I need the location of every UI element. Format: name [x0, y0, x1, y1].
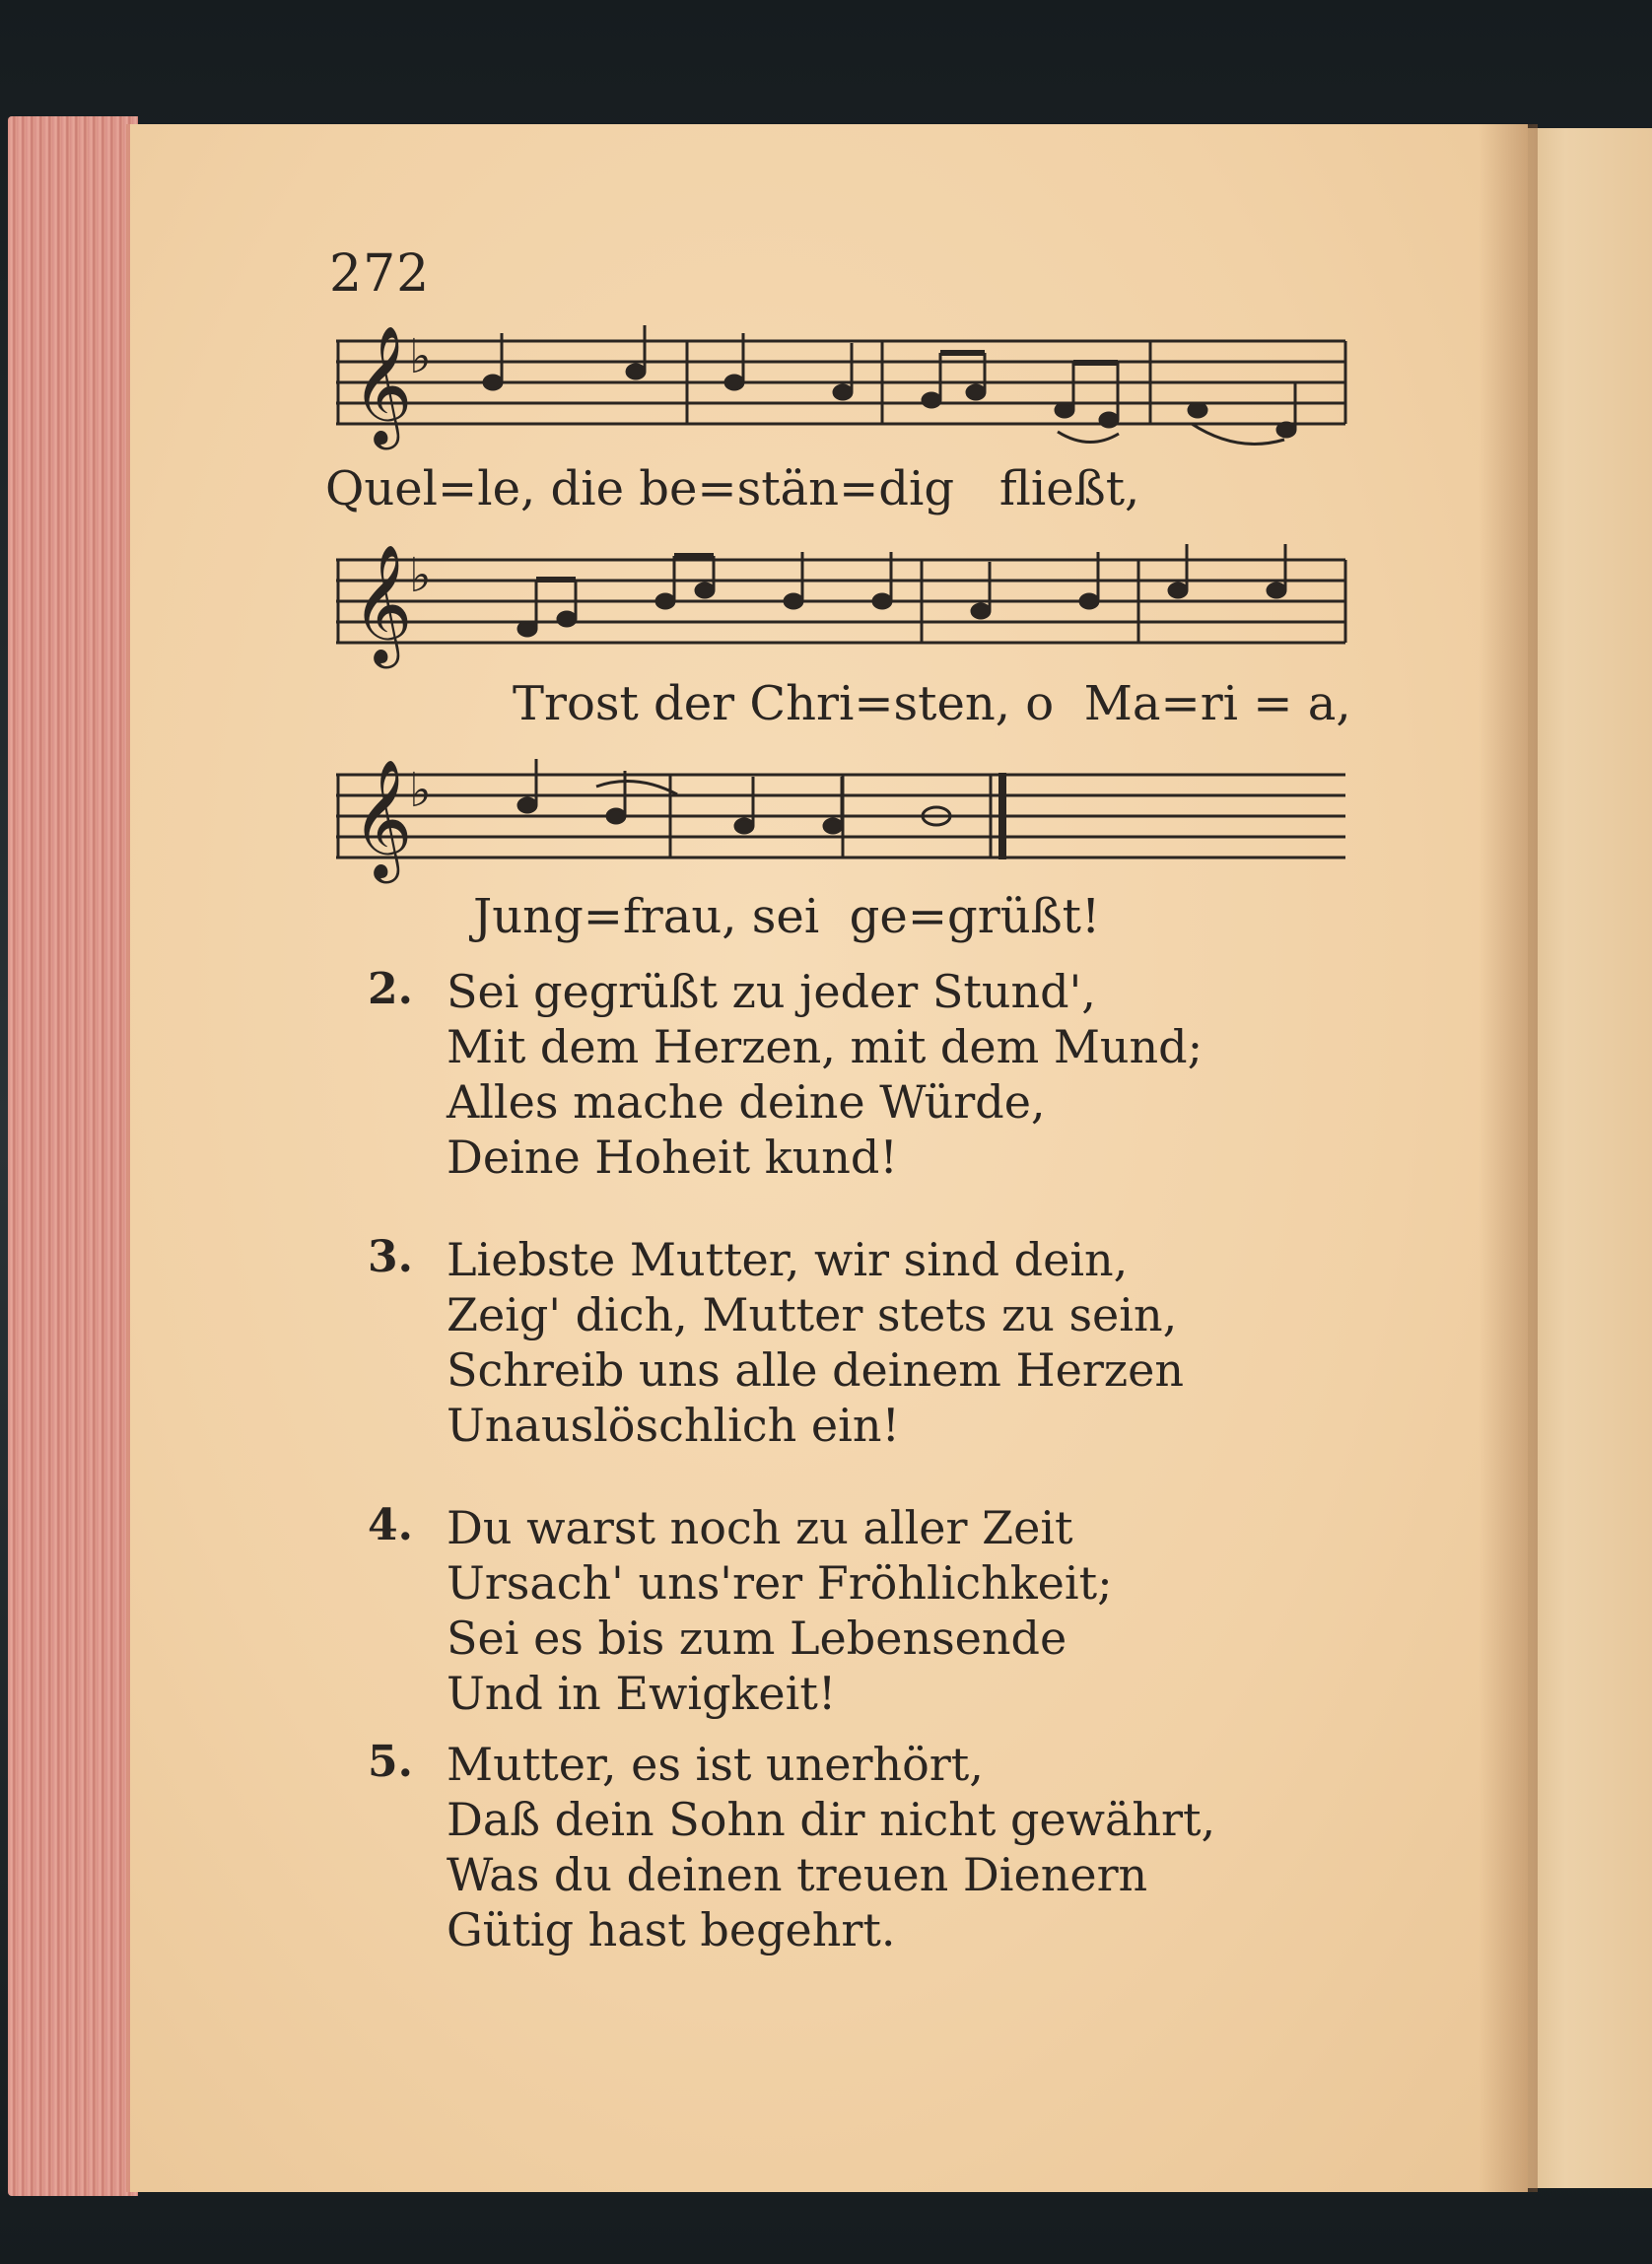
verse-line: Schreib uns alle deinem Herzen [447, 1343, 1184, 1397]
flat-icon: ♭ [409, 548, 432, 603]
flat-icon: ♭ [409, 763, 432, 818]
verse-number: 5. [368, 1737, 413, 1787]
verse-line: Ursach' uns'rer Fröhlichkeit; [447, 1556, 1113, 1610]
verse-number: 3. [368, 1232, 413, 1282]
verse-line: Alles mache deine Würde, [447, 1075, 1046, 1129]
verse-line: Gütig hast begehrt. [447, 1903, 896, 1956]
verse-line: Unauslöschlich ein! [447, 1399, 900, 1452]
page-number: 272 [329, 244, 431, 304]
verse-number: 2. [368, 964, 413, 1014]
verse-line: Mutter, es ist unerhört, [447, 1738, 984, 1791]
lyric-line-3: Jung=frau, sei ge=grüßt! [473, 889, 1101, 944]
page-gutter [1479, 124, 1538, 2192]
verse-line: Deine Hoheit kund! [447, 1131, 898, 1184]
verse-line: Sei gegrüßt zu jeder Stund', [447, 965, 1096, 1018]
music-staff-1 [330, 313, 1350, 456]
verse-line: Mit dem Herzen, mit dem Mund; [447, 1020, 1204, 1073]
music-staff-3 [330, 747, 1350, 890]
lyric-line-1: Quel=le, die be=stän=dig fließt, [325, 461, 1140, 516]
page-edges [8, 116, 138, 2196]
verse-line: Liebste Mutter, wir sind dein, [447, 1233, 1129, 1286]
treble-clef-icon: 𝄞 [352, 758, 413, 878]
lyric-line-2: Trost der Chri=sten, o Ma=ri = a, [513, 676, 1351, 731]
treble-clef-icon: 𝄞 [352, 543, 413, 663]
treble-clef-icon: 𝄞 [352, 324, 413, 445]
verse-line: Du warst noch zu aller Zeit [447, 1501, 1073, 1554]
verse-line: Zeig' dich, Mutter stets zu sein, [447, 1288, 1178, 1341]
verse-number: 4. [368, 1500, 413, 1550]
verse-line: Was du deinen treuen Dienern [447, 1848, 1148, 1901]
verse-line: Und in Ewigkeit! [447, 1667, 837, 1720]
music-staff-2 [330, 532, 1350, 675]
flat-icon: ♭ [409, 329, 432, 384]
verse-line: Sei es bis zum Lebensende [447, 1612, 1067, 1665]
verse-line: Daß dein Sohn dir nicht gewährt, [447, 1793, 1216, 1846]
